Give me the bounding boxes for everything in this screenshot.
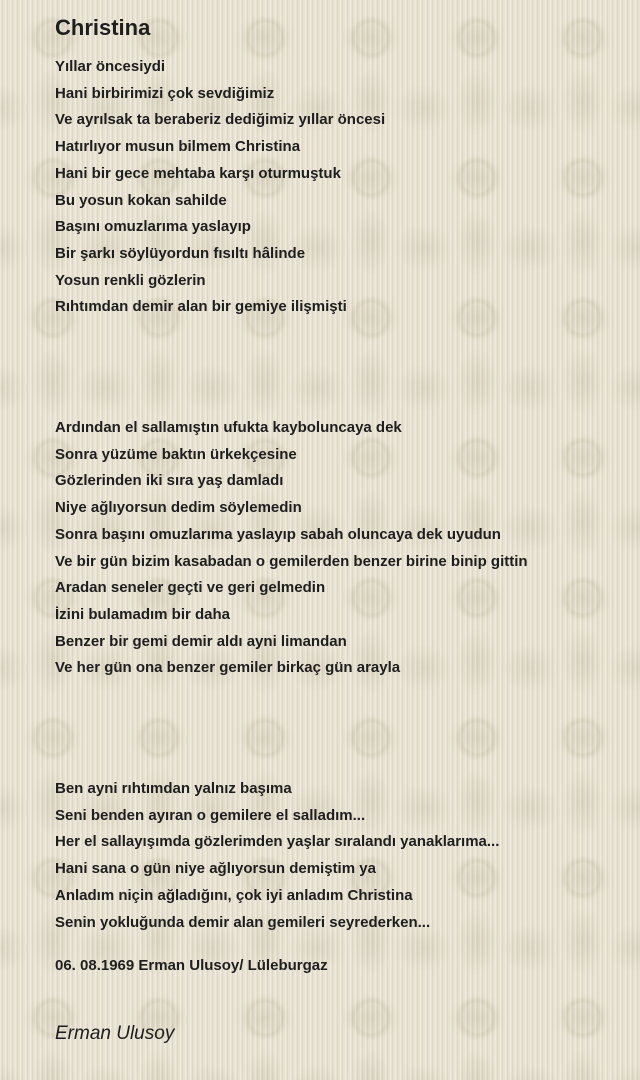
poem-line: Yıllar öncesiydi xyxy=(55,58,166,75)
poem-line: Sonra yüzüme baktın ürkekçesine xyxy=(55,445,297,463)
stanza-3 xyxy=(55,776,604,936)
poem-line: Benzer bir gemi demir aldı ayni limandan xyxy=(55,632,347,650)
poem-line: Hani birbirimizi çok sevdiğimiz xyxy=(55,84,275,102)
poem-title: Christina xyxy=(55,15,151,40)
poem-line: Hani bir gece mehtaba karşı oturmuştuk xyxy=(55,164,341,182)
poem-line: Anladım niçin ağladığını, çok iyi anladım Christina xyxy=(55,886,413,904)
poem-line: Ben ayni rıhtımdan yalnız başıma xyxy=(55,780,292,798)
poem-line: Rıhtımdan demir alan bir gemiye ilişmişti xyxy=(55,298,347,316)
poem-body xyxy=(55,54,604,980)
poem-line: Ve her gün ona benzer gemiler birkaç gün arayla xyxy=(55,659,401,677)
poem-line: Başını omuzlarıma yaslayıp xyxy=(55,218,251,236)
poem-line: Bir şarkı söylüyordun fısıltı hâlinde xyxy=(55,244,306,262)
poem-line: Ve ayrılsak ta beraberiz dediğimiz yıllar öncesi xyxy=(55,111,386,129)
poem-dateline: 06. 08.1969 Erman Ulusoy/ Lüleburgaz xyxy=(55,957,328,975)
poem-line: Yosun renkli gözlerin xyxy=(55,271,206,289)
poem-line: Gözlerinden iki sıra yaş damladı xyxy=(55,472,284,490)
stanza-1 xyxy=(55,54,604,321)
poem-line: Seni benden ayıran o gemilere el salladım... xyxy=(55,806,366,824)
poem-line: Her el sallayışımda gözlerimden yaşlar sıralandı yanaklarıma... xyxy=(55,833,500,851)
stanza-2 xyxy=(55,415,604,682)
author-signature: Erman Ulusoy xyxy=(55,1022,175,1044)
poem-line: Aradan seneler geçti ve geri gelmedin xyxy=(55,579,326,597)
poem-line: Niye ağlıyorsun dedim söylemedin xyxy=(55,499,302,517)
poem-line: Bu yosun kokan sahilde xyxy=(55,191,227,209)
poem-line: Senin yokluğunda demir alan gemileri seyrederken... xyxy=(55,913,431,931)
poem-line: Hatırlıyor musun bilmem Christina xyxy=(55,138,301,156)
poem-line: Hani sana o gün niye ağlıyorsun demiştim ya xyxy=(55,860,376,878)
poem-line: Sonra başını omuzlarıma yaslayıp sabah oluncaya dek uyudun xyxy=(55,525,501,543)
poem-line: İzini bulamadım bir daha xyxy=(55,605,231,623)
poem-line: Ardından el sallamıştın ufukta kayboluncaya dek xyxy=(55,419,402,437)
poem-line: Ve bir gün bizim kasabadan o gemilerden benzer birine binip gittin xyxy=(55,552,528,570)
